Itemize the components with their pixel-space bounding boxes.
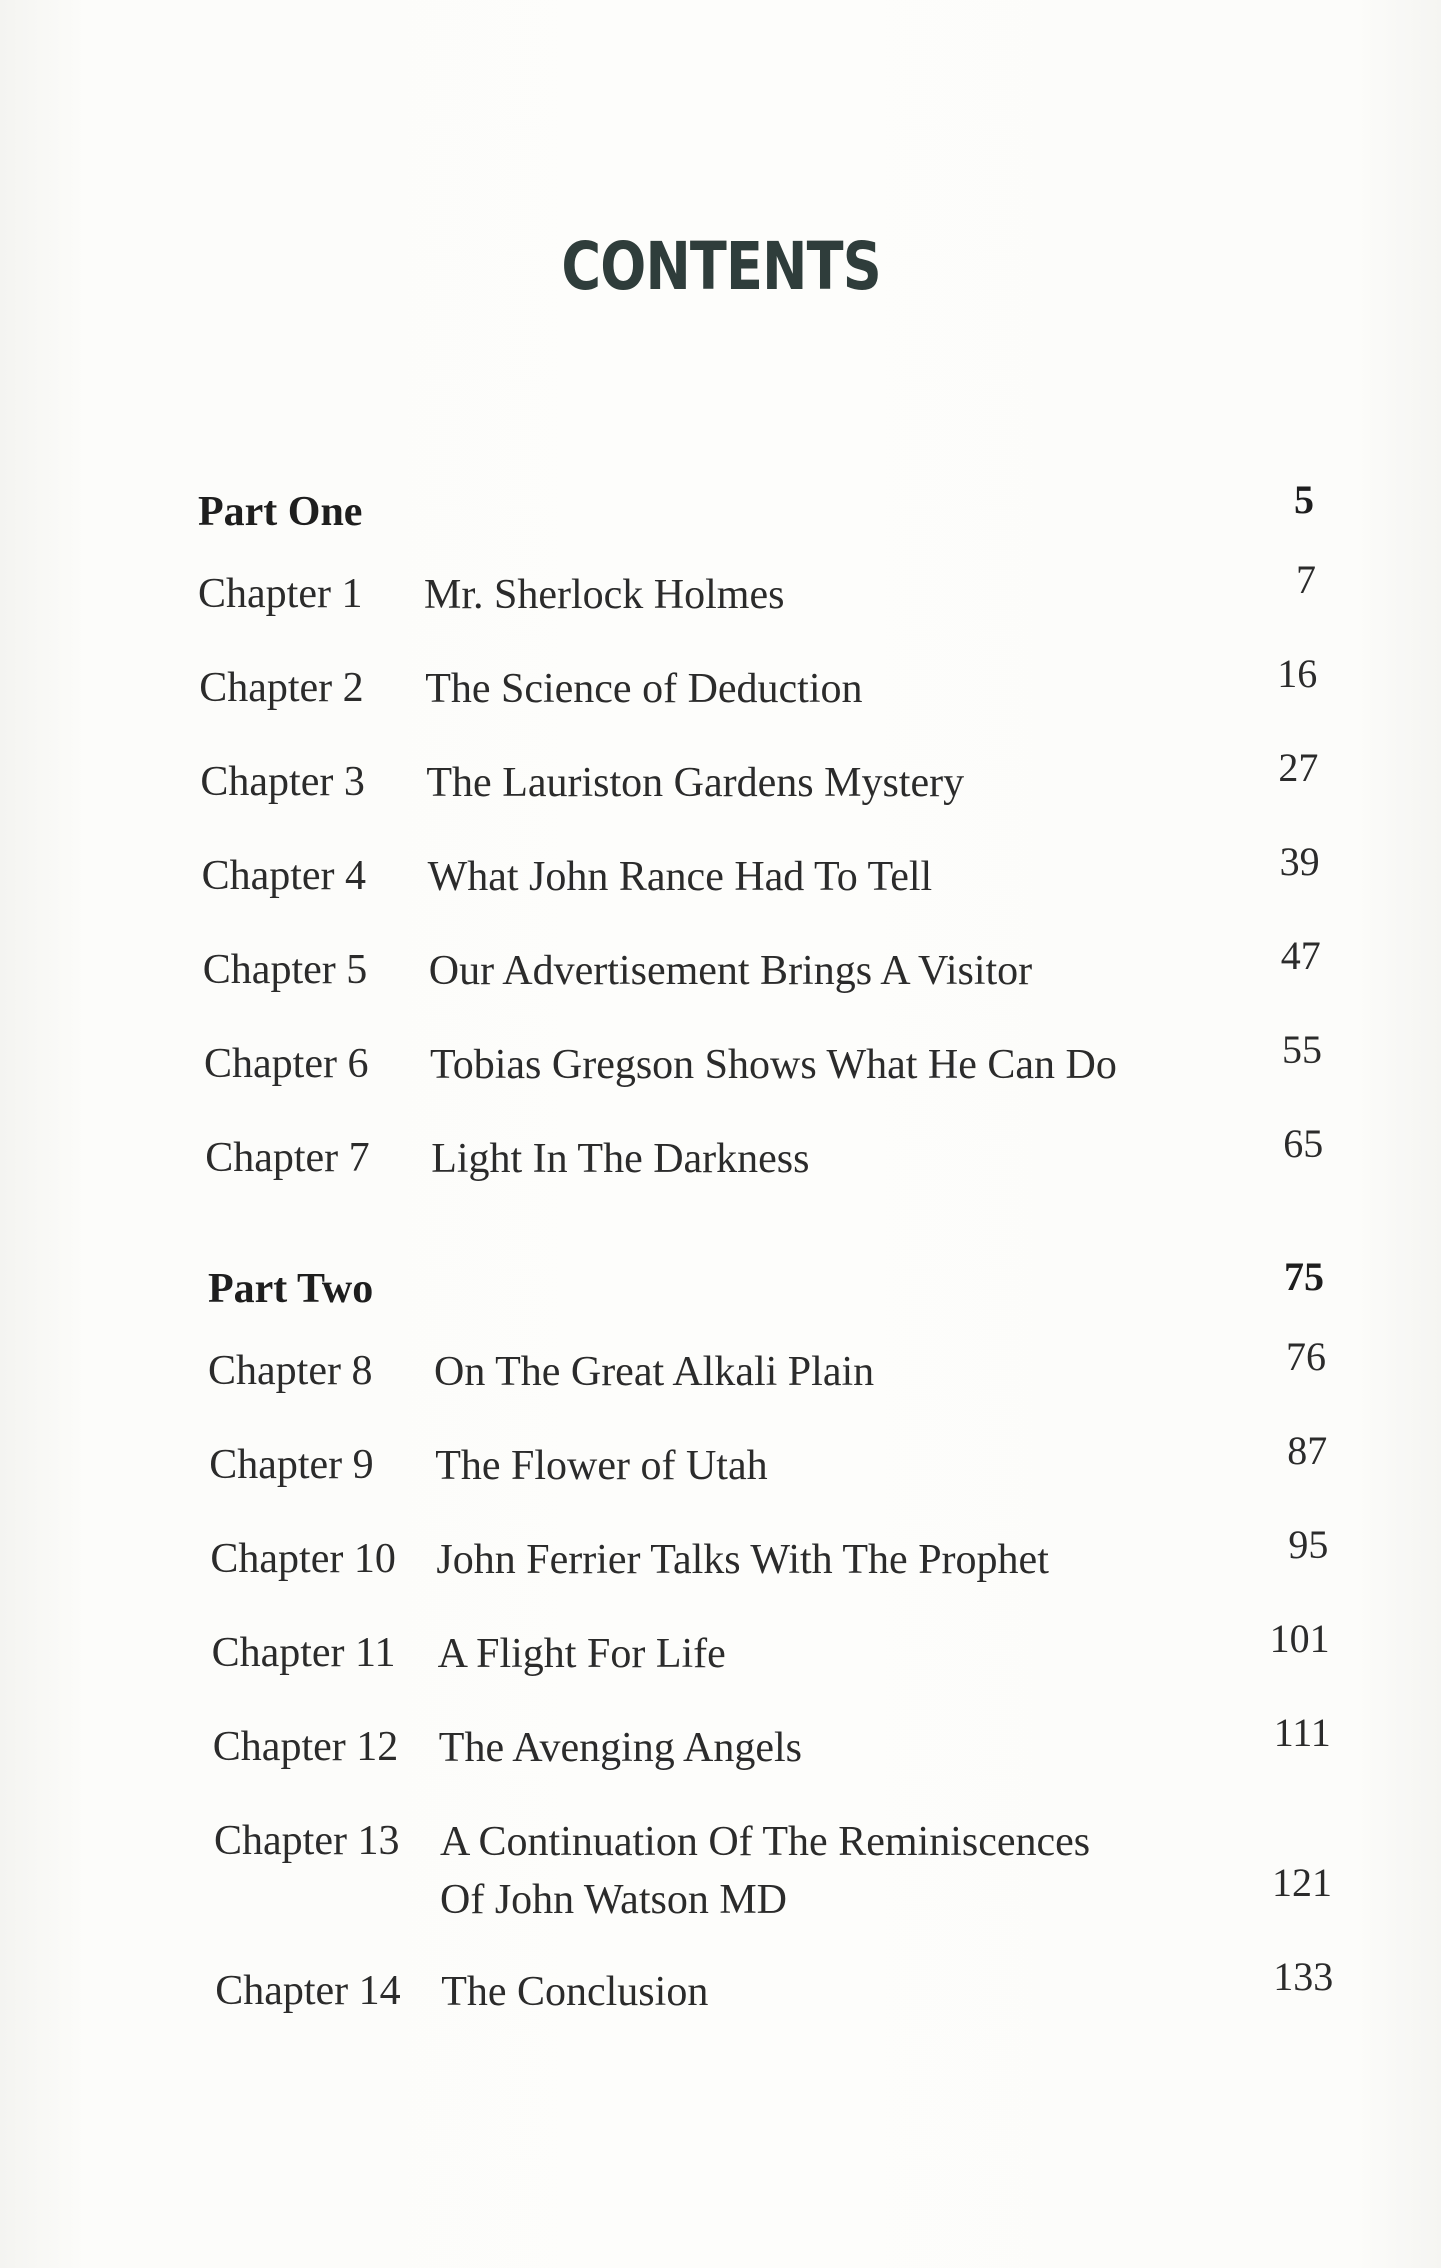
chapter-title bbox=[426, 754, 964, 812]
chapter-title bbox=[434, 1343, 874, 1401]
chapter-title-line: The Lauriston Gardens Mystery bbox=[426, 760, 965, 806]
chapter-title-line: Of John Watson MD bbox=[440, 1877, 788, 1923]
chapter-title-line: On The Great Alkali Plain bbox=[434, 1349, 875, 1395]
chapter-page-number: 39 bbox=[1279, 839, 1320, 884]
chapter-label: Chapter 13 bbox=[214, 1818, 400, 1864]
chapter-page-number: 47 bbox=[1280, 933, 1321, 978]
part-heading: Part Two bbox=[208, 1266, 374, 1312]
chapter-title-line: Tobias Gregson Shows What He Can Do bbox=[430, 1042, 1117, 1088]
chapter-page-number: 76 bbox=[1286, 1334, 1326, 1379]
chapter-title-line: The Science of Deduction bbox=[425, 666, 863, 712]
chapter-label: Chapter 6 bbox=[204, 1041, 369, 1087]
chapter-title-line: What John Rance Had To Tell bbox=[427, 854, 933, 900]
chapter-page-number: 101 bbox=[1269, 1616, 1330, 1661]
chapter-title bbox=[440, 1813, 1090, 1929]
chapter-page-number: 27 bbox=[1278, 745, 1319, 790]
chapter-title-line: The Avenging Angels bbox=[438, 1725, 802, 1771]
chapter-label: Chapter 11 bbox=[211, 1630, 396, 1676]
part-heading: Part One bbox=[198, 489, 363, 535]
part-page-number: 75 bbox=[1284, 1254, 1324, 1299]
chapter-title-line: A Continuation Of The Reminiscences bbox=[440, 1819, 1091, 1865]
chapter-page-number: 87 bbox=[1287, 1428, 1328, 1473]
chapter-label: Chapter 9 bbox=[209, 1442, 374, 1488]
chapter-title bbox=[424, 566, 784, 624]
part-page-number: 5 bbox=[1294, 477, 1314, 522]
chapter-title-line: A Flight For Life bbox=[437, 1631, 726, 1677]
chapter-page-number: 121 bbox=[1272, 1860, 1332, 1905]
chapter-title bbox=[429, 942, 1032, 1000]
chapter-title bbox=[436, 1531, 1048, 1589]
chapter-title bbox=[425, 660, 862, 718]
chapter-label: Chapter 14 bbox=[215, 1968, 401, 2014]
chapter-page-number: 65 bbox=[1283, 1121, 1324, 1166]
chapter-title-line: Mr. Sherlock Holmes bbox=[424, 572, 785, 618]
chapter-label: Chapter 10 bbox=[210, 1536, 396, 1582]
chapter-title-line: Light In The Darkness bbox=[431, 1136, 810, 1182]
chapter-page-number: 133 bbox=[1273, 1954, 1334, 1999]
chapter-page-number: 95 bbox=[1288, 1522, 1329, 1567]
chapter-title bbox=[428, 848, 933, 906]
chapter-page-number: 55 bbox=[1282, 1027, 1322, 1072]
chapter-title-line: Our Advertisement Brings A Visitor bbox=[428, 948, 1033, 994]
chapter-title bbox=[438, 1625, 726, 1683]
chapter-label: Chapter 12 bbox=[212, 1724, 399, 1770]
chapter-page-number: 7 bbox=[1296, 557, 1316, 602]
chapter-page-number: 16 bbox=[1277, 651, 1318, 696]
chapter-label: Chapter 8 bbox=[208, 1348, 373, 1394]
page-title: CONTENTS bbox=[561, 228, 881, 305]
chapter-title bbox=[431, 1130, 809, 1188]
chapter-title-line: The Conclusion bbox=[441, 1969, 709, 2015]
chapter-title bbox=[435, 1437, 767, 1495]
chapter-title bbox=[430, 1036, 1117, 1094]
chapter-label: Chapter 4 bbox=[201, 853, 367, 899]
chapter-title bbox=[441, 1963, 708, 2021]
chapter-label: Chapter 7 bbox=[205, 1135, 370, 1181]
chapter-label: Chapter 5 bbox=[202, 947, 368, 993]
chapter-label: Chapter 1 bbox=[198, 571, 363, 617]
chapter-title bbox=[439, 1719, 802, 1777]
chapter-title-line: The Flower of Utah bbox=[435, 1443, 768, 1489]
chapter-page-number: 111 bbox=[1273, 1710, 1331, 1755]
chapter-label: Chapter 3 bbox=[200, 759, 365, 805]
chapter-label: Chapter 2 bbox=[199, 665, 364, 711]
chapter-title-line: John Ferrier Talks With The Prophet bbox=[436, 1537, 1049, 1583]
